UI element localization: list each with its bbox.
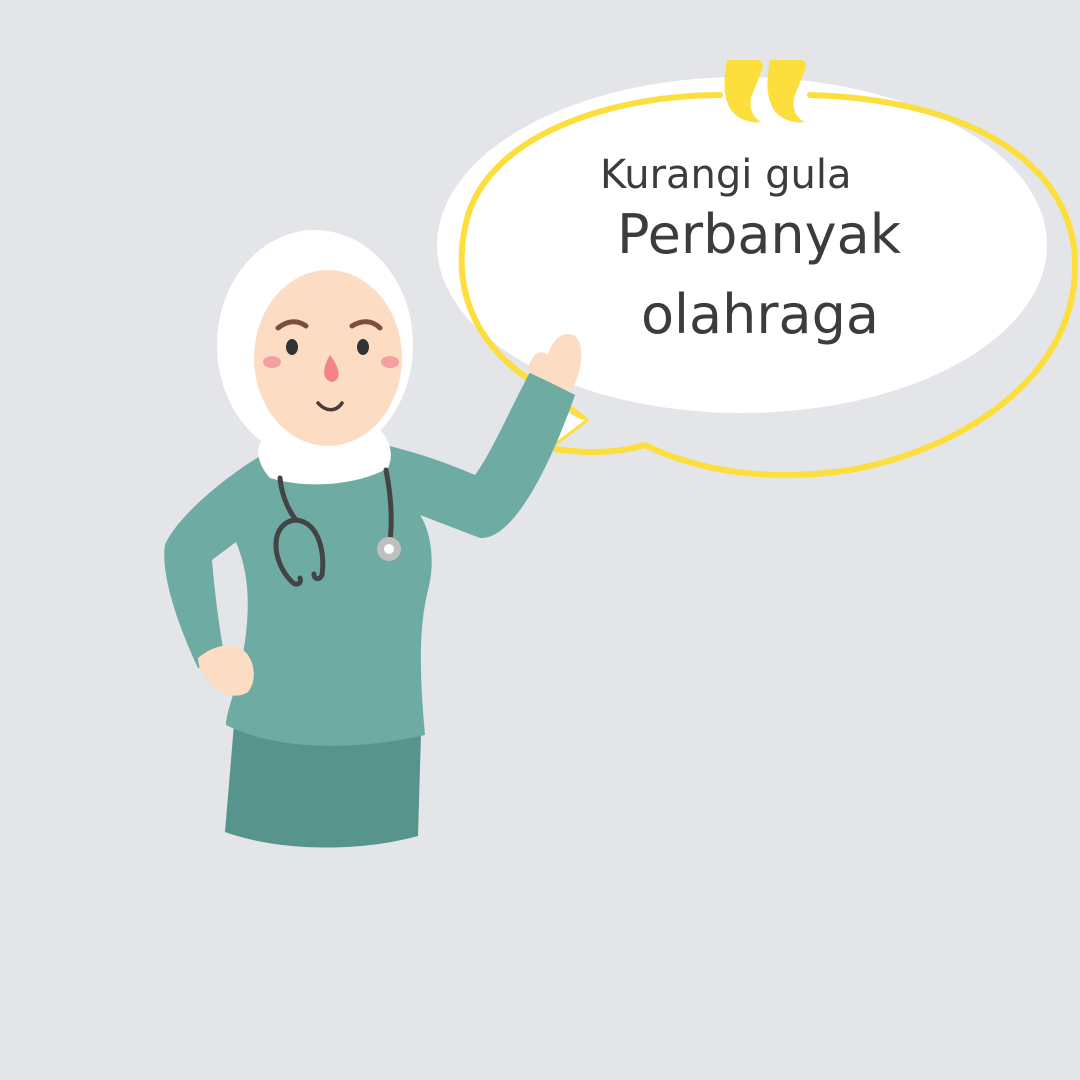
right-cheek [381, 356, 399, 368]
hip-hand [198, 646, 254, 696]
left-cheek [263, 356, 281, 368]
right-eye [357, 339, 369, 355]
speech-line-2: Perbanyak [617, 203, 901, 266]
speech-line-1: Kurangi gula [600, 152, 852, 198]
left-eye [286, 339, 298, 355]
speech-line-3: olahraga [641, 283, 880, 346]
